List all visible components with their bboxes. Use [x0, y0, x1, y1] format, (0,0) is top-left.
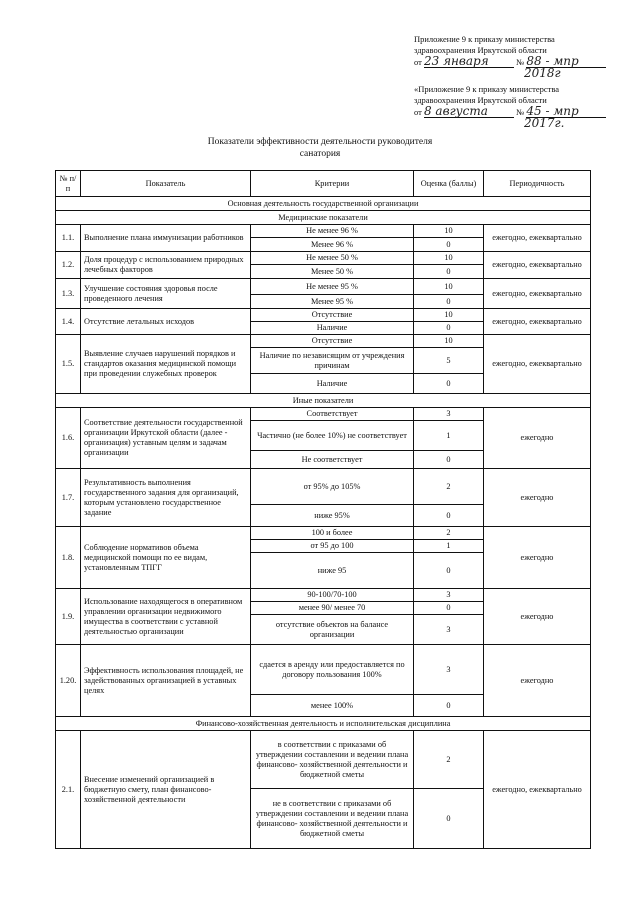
- periodicity: ежегодно, ежеквартально: [484, 335, 591, 394]
- score: 1: [414, 421, 484, 451]
- table-row: [56, 279, 591, 295]
- header-indicator: Показатель: [81, 171, 251, 197]
- row-number: 1.9.: [56, 589, 81, 645]
- criterion: от 95 до 100: [251, 540, 414, 553]
- score: 0: [414, 238, 484, 252]
- score: 0: [414, 374, 484, 394]
- criterion: в соответствии с приказами об утверждении составлении и ведении плана финансово- хозяйственной деятельности и бюджетной сметы: [251, 731, 414, 789]
- header-2-line-1: «Приложение 9 к приказу министерства: [414, 84, 559, 94]
- header-1-year-handwritten: 2018г: [524, 66, 561, 80]
- subsection-medical: Медицинские показатели: [56, 211, 591, 225]
- score: 0: [414, 295, 484, 309]
- periodicity: ежегодно, ежеквартально: [484, 731, 591, 849]
- criterion: от 95% до 105%: [251, 469, 414, 505]
- score: 10: [414, 279, 484, 295]
- periodicity: ежегодно: [484, 408, 591, 469]
- header-criteria: Критерии: [251, 171, 414, 197]
- criterion: Менее 50 %: [251, 265, 414, 279]
- header-2-num-label: №: [516, 107, 525, 117]
- row-number: 1.8.: [56, 527, 81, 589]
- score: 0: [414, 265, 484, 279]
- criterion: 100 и более: [251, 527, 414, 540]
- table-row: [56, 335, 591, 348]
- table-row: [56, 589, 591, 602]
- header-score: Оценка (баллы): [414, 171, 484, 197]
- criterion: ниже 95: [251, 553, 414, 589]
- periodicity: ежегодно: [484, 469, 591, 527]
- header-1-num-label: №: [516, 57, 525, 67]
- indicator-name: Отсутствие летальных исходов: [81, 309, 251, 335]
- score: 3: [414, 645, 484, 695]
- indicators-table: [55, 170, 591, 849]
- criterion: Наличие: [251, 374, 414, 394]
- criterion: сдается в аренду или предоставляется по договору пользования 100%: [251, 645, 414, 695]
- criterion: 90-100/70-100: [251, 589, 414, 602]
- score: 2: [414, 731, 484, 789]
- score: 0: [414, 695, 484, 717]
- criterion: Менее 96 %: [251, 238, 414, 252]
- criterion: Не менее 96 %: [251, 225, 414, 238]
- row-number: 1.4.: [56, 309, 81, 335]
- score: 10: [414, 225, 484, 238]
- score: 0: [414, 553, 484, 589]
- indicator-name: Использование находящегося в оперативном управлении организации недвижимого имущества в соответствии с уставной деятельностью организации: [81, 589, 251, 645]
- score: 3: [414, 589, 484, 602]
- indicator-name: Выявление случаев нарушений порядков и стандартов оказания медицинской помощи при проведении служебных проверок: [81, 335, 251, 394]
- criterion: Частично (не более 10%) не соответствует: [251, 421, 414, 451]
- header-num: № п/п: [56, 171, 81, 197]
- header-2-year-handwritten: 2017г.: [524, 116, 565, 130]
- indicator-name: Соблюдение нормативов объема медицинской помощи по ее видам, установленным ТПГГ: [81, 527, 251, 589]
- criterion: не в соответствии с приказами об утверждении составлении и ведении плана финансово- хозяйственной деятельности и бюджетной сметы: [251, 789, 414, 849]
- title-line-2: санатория: [299, 149, 341, 159]
- criterion: Соответствует: [251, 408, 414, 421]
- periodicity: ежегодно, ежеквартально: [484, 309, 591, 335]
- indicator-name: Доля процедур с использованием природных лечебных факторов: [81, 252, 251, 279]
- indicator-name: Эффективность использования площадей, не задействованных организацией в уставных целях: [81, 645, 251, 717]
- indicator-name: Результативность выполнения государственного задания для организаций, которым установлено государственное задание: [81, 469, 251, 527]
- table-row: [56, 645, 591, 695]
- row-number: 1.6.: [56, 408, 81, 469]
- periodicity: ежегодно, ежеквартально: [484, 279, 591, 309]
- score: 0: [414, 322, 484, 335]
- score: 0: [414, 789, 484, 849]
- periodicity: ежегодно, ежеквартально: [484, 252, 591, 279]
- score: 10: [414, 252, 484, 265]
- header-1-line-2: здравоохранения Иркутской области: [414, 45, 547, 55]
- indicator-name: Выполнение плана иммунизации работников: [81, 225, 251, 252]
- table-row: [56, 731, 591, 789]
- header-block-1: [414, 34, 640, 80]
- score: 2: [414, 527, 484, 540]
- table-row: [56, 309, 591, 322]
- header-2-line-2: здравоохранения Иркутской области: [414, 95, 547, 105]
- title-line-1: Показатели эффективности деятельности руководителя: [207, 137, 433, 147]
- header-1-number-handwritten: 88 - мпр: [526, 56, 606, 68]
- criterion: Наличие по независящим от учреждения причинам: [251, 348, 414, 374]
- table-row: [56, 527, 591, 540]
- header-2-date-handwritten: 8 августа: [424, 106, 514, 118]
- score: 3: [414, 408, 484, 421]
- score: 0: [414, 505, 484, 527]
- criterion: Отсутствие: [251, 335, 414, 348]
- criterion: Не менее 50 %: [251, 252, 414, 265]
- subsection-other: Иные показатели: [56, 394, 591, 408]
- header-block-2: [414, 84, 640, 130]
- section-financial: Финансово-хозяйственная деятельность и исполнительская дисциплина: [56, 717, 591, 731]
- criterion: менее 100%: [251, 695, 414, 717]
- table-row: [56, 408, 591, 421]
- table-row: [56, 469, 591, 505]
- periodicity: ежегодно: [484, 645, 591, 717]
- criterion: Отсутствие: [251, 309, 414, 322]
- header-1-line-1: Приложение 9 к приказу министерства: [414, 34, 555, 44]
- score: 0: [414, 451, 484, 469]
- document-title: [0, 136, 640, 160]
- criterion: ниже 95%: [251, 505, 414, 527]
- header-2-from-label: от: [414, 107, 422, 117]
- row-number: 1.2.: [56, 252, 81, 279]
- table-row: [56, 252, 591, 265]
- header-2-number-handwritten: 45 - мпр: [526, 106, 606, 118]
- score: 1: [414, 540, 484, 553]
- row-number: 1.20.: [56, 645, 81, 717]
- periodicity: ежегодно: [484, 527, 591, 589]
- header-1-date-handwritten: 23 января: [424, 56, 514, 68]
- periodicity: ежегодно, ежеквартально: [484, 225, 591, 252]
- row-number: 1.5.: [56, 335, 81, 394]
- periodicity: ежегодно: [484, 589, 591, 645]
- criterion: менее 90/ менее 70: [251, 602, 414, 615]
- row-number: 1.1.: [56, 225, 81, 252]
- header-1-from-label: от: [414, 57, 422, 67]
- section-main-activity: Основная деятельность государственной организации: [56, 197, 591, 211]
- score: 2: [414, 469, 484, 505]
- header-period: Периодичность: [484, 171, 591, 197]
- criterion: Не менее 95 %: [251, 279, 414, 295]
- table-row: [56, 225, 591, 238]
- score: 3: [414, 615, 484, 645]
- score: 10: [414, 335, 484, 348]
- score: 10: [414, 309, 484, 322]
- row-number: 2.1.: [56, 731, 81, 849]
- row-number: 1.7.: [56, 469, 81, 527]
- criterion: отсутствие объектов на балансе организации: [251, 615, 414, 645]
- criterion: Менее 95 %: [251, 295, 414, 309]
- indicator-name: Соответствие деятельности государственной организации Иркутской области (далее - организация) уставным целям и задачам организации: [81, 408, 251, 469]
- criterion: Наличие: [251, 322, 414, 335]
- criterion: Не соответствует: [251, 451, 414, 469]
- table-header-row: [56, 171, 591, 197]
- row-number: 1.3.: [56, 279, 81, 309]
- score: 0: [414, 602, 484, 615]
- indicator-name: Внесение изменений организацией в бюджетную смету, план финансово-хозяйственной деятельности: [81, 731, 251, 849]
- score: 5: [414, 348, 484, 374]
- indicator-name: Улучшение состояния здоровья после проведенного лечения: [81, 279, 251, 309]
